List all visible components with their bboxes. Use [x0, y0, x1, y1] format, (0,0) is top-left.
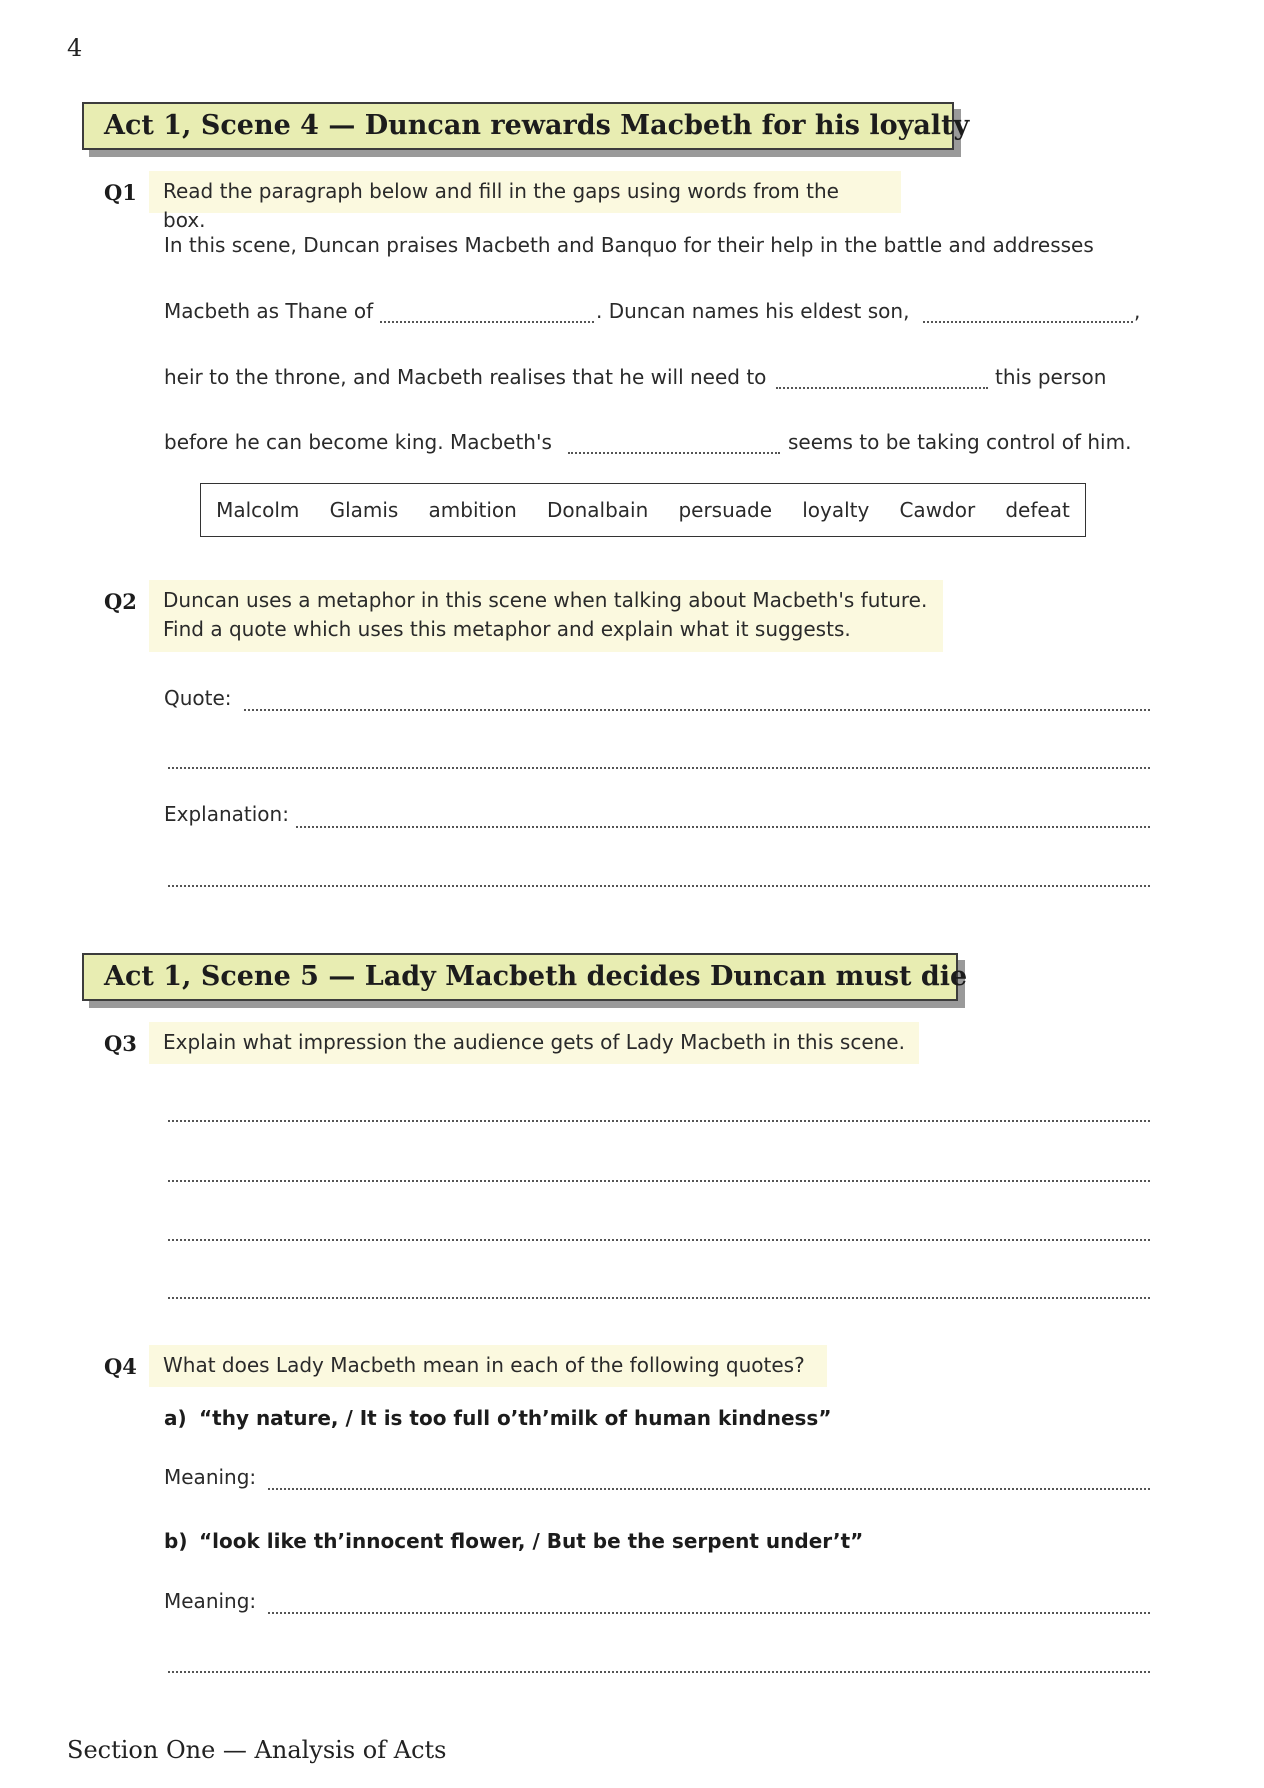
q1-line-4b: seems to be taking control of him.: [788, 430, 1132, 454]
q1-line-1: In this scene, Duncan praises Macbeth and Banquo for their help in the battle and addresses: [164, 233, 1094, 257]
q4-prompt: What does Lady Macbeth mean in each of the following quotes?: [149, 1345, 827, 1387]
q3-answer-line-4[interactable]: [168, 1297, 1150, 1299]
q2-quote-label: Quote:: [164, 686, 232, 710]
q4-b-label: b): [164, 1529, 188, 1553]
q4-b-meaning-label: Meaning:: [164, 1589, 257, 1613]
q3-answer-line-2[interactable]: [168, 1180, 1150, 1182]
footer-section-title: Section One — Analysis of Acts: [67, 1736, 447, 1764]
q4-number: Q4: [104, 1354, 137, 1379]
word-item: Glamis: [329, 498, 399, 522]
q4-a-meaning-line[interactable]: [268, 1488, 1150, 1490]
q1-gap-1[interactable]: [380, 321, 594, 323]
q2-explanation-label: Explanation:: [164, 802, 289, 826]
q2-explanation-line-2[interactable]: [168, 885, 1150, 887]
page-number: 4: [67, 34, 83, 62]
q4-a-meaning-label: Meaning:: [164, 1465, 257, 1489]
word-item: Donalbain: [546, 498, 649, 522]
word-item: Malcolm: [216, 498, 300, 522]
q1-line-2a: Macbeth as Thane of: [164, 299, 374, 323]
q1-line-3b: this person: [995, 365, 1107, 389]
word-item: Cawdor: [899, 498, 976, 522]
q2-quote-line-2[interactable]: [168, 767, 1150, 769]
q3-prompt: Explain what impression the audience gets of Lady Macbeth in this scene.: [149, 1022, 919, 1064]
q1-gap-4[interactable]: [568, 452, 780, 454]
q4-a-label: a): [164, 1406, 187, 1430]
q1-line-2c: ,: [1134, 299, 1141, 323]
q4-b-meaning-line-2[interactable]: [168, 1671, 1150, 1673]
word-item: loyalty: [802, 498, 870, 522]
q1-line-3a: heir to the throne, and Macbeth realises that he will need to: [164, 365, 767, 389]
section-1-title: Act 1, Scene 4 — Duncan rewards Macbeth for his loyalty: [82, 102, 954, 150]
q2-prompt-line-1: Duncan uses a metaphor in this scene when talking about Macbeth's future.: [163, 588, 928, 612]
q1-number: Q1: [104, 180, 137, 205]
q1-gap-2[interactable]: [923, 321, 1133, 323]
q2-prompt-line-2: Find a quote which uses this metaphor and explain what it suggests.: [163, 617, 851, 641]
q2-explanation-line-1[interactable]: [296, 826, 1150, 828]
q3-number: Q3: [104, 1031, 137, 1056]
word-item: ambition: [428, 498, 517, 522]
q1-prompt: Read the paragraph below and fill in the gaps using words from the box.: [149, 171, 901, 213]
q3-answer-line-3[interactable]: [168, 1239, 1150, 1241]
q2-quote-line-1[interactable]: [244, 709, 1150, 711]
q4-a-quote: “thy nature, / It is too full o’th’milk of human kindness”: [199, 1406, 832, 1430]
word-item: defeat: [1005, 498, 1070, 522]
q1-line-2b: . Duncan names his eldest son,: [596, 299, 910, 323]
q1-gap-3[interactable]: [776, 387, 988, 389]
q4-b-quote: “look like th’innocent flower, / But be the serpent under’t”: [199, 1529, 864, 1553]
q2-prompt: [149, 580, 943, 652]
q3-answer-line-1[interactable]: [168, 1120, 1150, 1122]
word-box: [200, 483, 1086, 537]
word-item: persuade: [678, 498, 773, 522]
q2-number: Q2: [104, 589, 137, 614]
q4-b-meaning-line-1[interactable]: [268, 1612, 1150, 1614]
q1-line-4a: before he can become king. Macbeth's: [164, 430, 552, 454]
section-2-title: Act 1, Scene 5 — Lady Macbeth decides Duncan must die: [82, 953, 958, 1001]
